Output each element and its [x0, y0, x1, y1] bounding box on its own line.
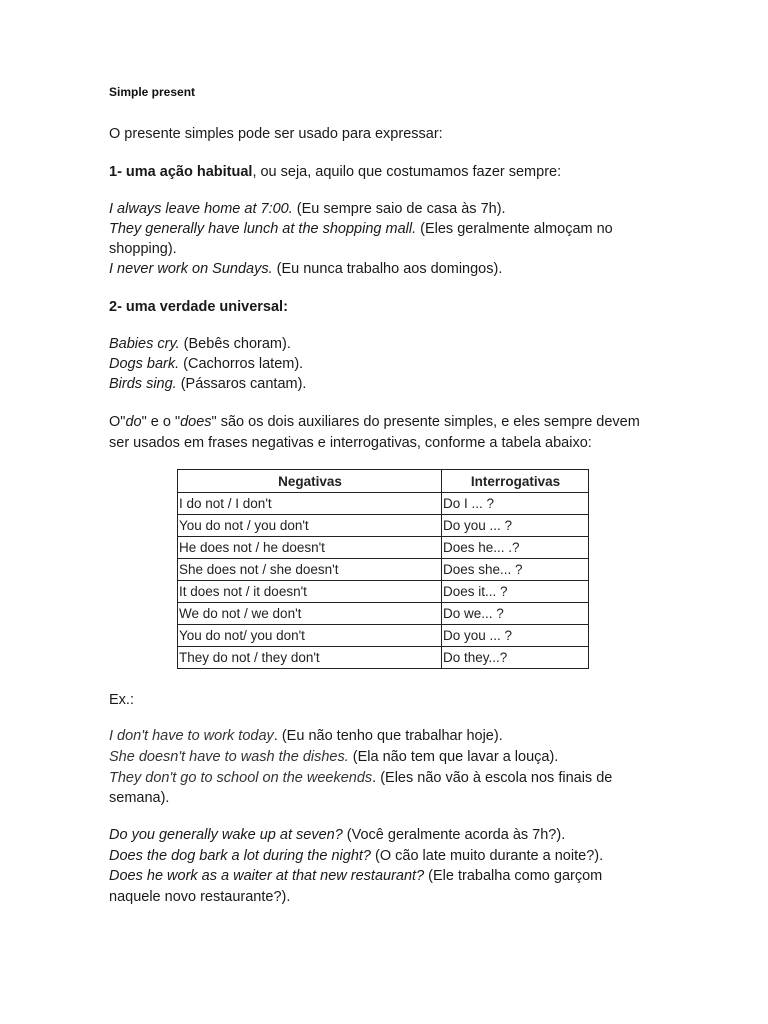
example-english: I never work on Sundays.	[109, 261, 273, 277]
negative-cell: She does not / she doesn't	[178, 559, 442, 581]
example-line	[109, 768, 612, 788]
example-translation: (Ele trabalha como garçom	[424, 868, 603, 884]
conjugation-table	[177, 469, 589, 669]
aux-text: " e o "	[141, 414, 181, 430]
example-english: I don't have to work today	[109, 728, 274, 744]
example-translation: (O cão late muito durante a noite?).	[370, 848, 604, 864]
table-row	[178, 559, 589, 581]
document-title: Simple present	[109, 85, 196, 99]
example-english: She doesn't have to wash the dishes.	[109, 749, 349, 765]
example-line	[109, 239, 177, 259]
interrogative-cell: Do we... ?	[442, 603, 589, 625]
example-line	[109, 747, 558, 767]
aux-text: O"	[109, 414, 126, 430]
aux-does: does	[180, 414, 212, 430]
interrogative-cell: Do you ... ?	[442, 625, 589, 647]
example-line	[109, 219, 613, 239]
example-line	[109, 846, 603, 866]
example-english: They generally have lunch at the shopping mall.	[109, 221, 417, 237]
interrogative-cell: Does he... .?	[442, 537, 589, 559]
example-translation: semana).	[109, 790, 170, 806]
interrogative-cell: Does she... ?	[442, 559, 589, 581]
negative-cell: He does not / he doesn't	[178, 537, 442, 559]
example-line	[109, 374, 306, 394]
example-line	[109, 887, 290, 907]
example-translation: (Você geralmente acorda às 7h?).	[342, 827, 566, 843]
example-english: Do you generally wake up at seven?	[109, 827, 343, 843]
table-row	[178, 493, 589, 515]
table-row	[178, 537, 589, 559]
example-english: They don't go to school on the weekends	[109, 770, 373, 786]
interrogative-cell: Do I ... ?	[442, 493, 589, 515]
example-line	[109, 726, 503, 746]
negative-cell: I do not / I don't	[178, 493, 442, 515]
intro-paragraph: O presente simples pode ser usado para expressar:	[109, 126, 443, 142]
header-negativas: Negativas	[178, 470, 442, 493]
header-interrogativas: Interrogativas	[442, 470, 589, 493]
section1-heading: 1- uma ação habitual	[109, 164, 253, 180]
example-translation: . (Eu não tenho que trabalhar hoje).	[273, 728, 503, 744]
negative-cell: They do not / they don't	[178, 647, 442, 669]
table-row	[178, 647, 589, 669]
table-header-row	[178, 470, 589, 493]
interrogative-cell: Does it... ?	[442, 581, 589, 603]
negative-cell: It does not / it doesn't	[178, 581, 442, 603]
section1-rest: , ou seja, aquilo que costumamos fazer sempre:	[252, 164, 562, 180]
example-translation: (Bebês choram).	[179, 336, 291, 352]
example-english: Dogs bark.	[109, 356, 180, 372]
aux-text: " são os dois auxiliares do presente simples, e eles sempre devem	[211, 414, 640, 430]
example-translation: (Eu nunca trabalho aos domingos).	[272, 261, 503, 277]
example-line	[109, 866, 602, 886]
section1-line	[109, 162, 561, 182]
example-line	[109, 354, 303, 374]
negative-cell: We do not / we don't	[178, 603, 442, 625]
example-line	[109, 334, 291, 354]
example-translation: naquele novo restaurante?).	[109, 889, 291, 905]
example-english: Birds sing.	[109, 376, 177, 392]
negative-cell: You do not/ you don't	[178, 625, 442, 647]
table-row	[178, 515, 589, 537]
example-english: Babies cry.	[109, 336, 180, 352]
aux-do: do	[125, 414, 142, 430]
example-translation: (Ela não tem que lavar a louça).	[348, 749, 559, 765]
example-translation: (Cachorros latem).	[179, 356, 304, 372]
examples-label: Ex.:	[109, 692, 134, 708]
example-english: I always leave home at 7:00.	[109, 201, 293, 217]
table-row	[178, 581, 589, 603]
negative-cell: You do not / you don't	[178, 515, 442, 537]
example-english: Does he work as a waiter at that new restaurant?	[109, 868, 425, 884]
example-translation: shopping).	[109, 241, 177, 257]
example-english: Does the dog bark a lot during the night?	[109, 848, 371, 864]
example-translation: . (Eles não vão à escola nos finais de	[372, 770, 613, 786]
interrogative-cell: Do they...?	[442, 647, 589, 669]
example-translation: (Eu sempre saio de casa às 7h).	[292, 201, 506, 217]
section2-heading: 2- uma verdade universal:	[109, 299, 288, 315]
table-row	[178, 625, 589, 647]
example-translation: (Pássaros cantam).	[176, 376, 307, 392]
auxiliaries-paragraph-line2: ser usados em frases negativas e interrogativas, conforme a tabela abaixo:	[109, 435, 592, 451]
example-translation: (Eles geralmente almoçam no	[416, 221, 613, 237]
table-row	[178, 603, 589, 625]
example-line	[109, 788, 169, 808]
example-line	[109, 259, 502, 279]
auxiliaries-paragraph	[109, 412, 640, 432]
example-line	[109, 199, 506, 219]
example-line	[109, 825, 565, 845]
interrogative-cell: Do you ... ?	[442, 515, 589, 537]
